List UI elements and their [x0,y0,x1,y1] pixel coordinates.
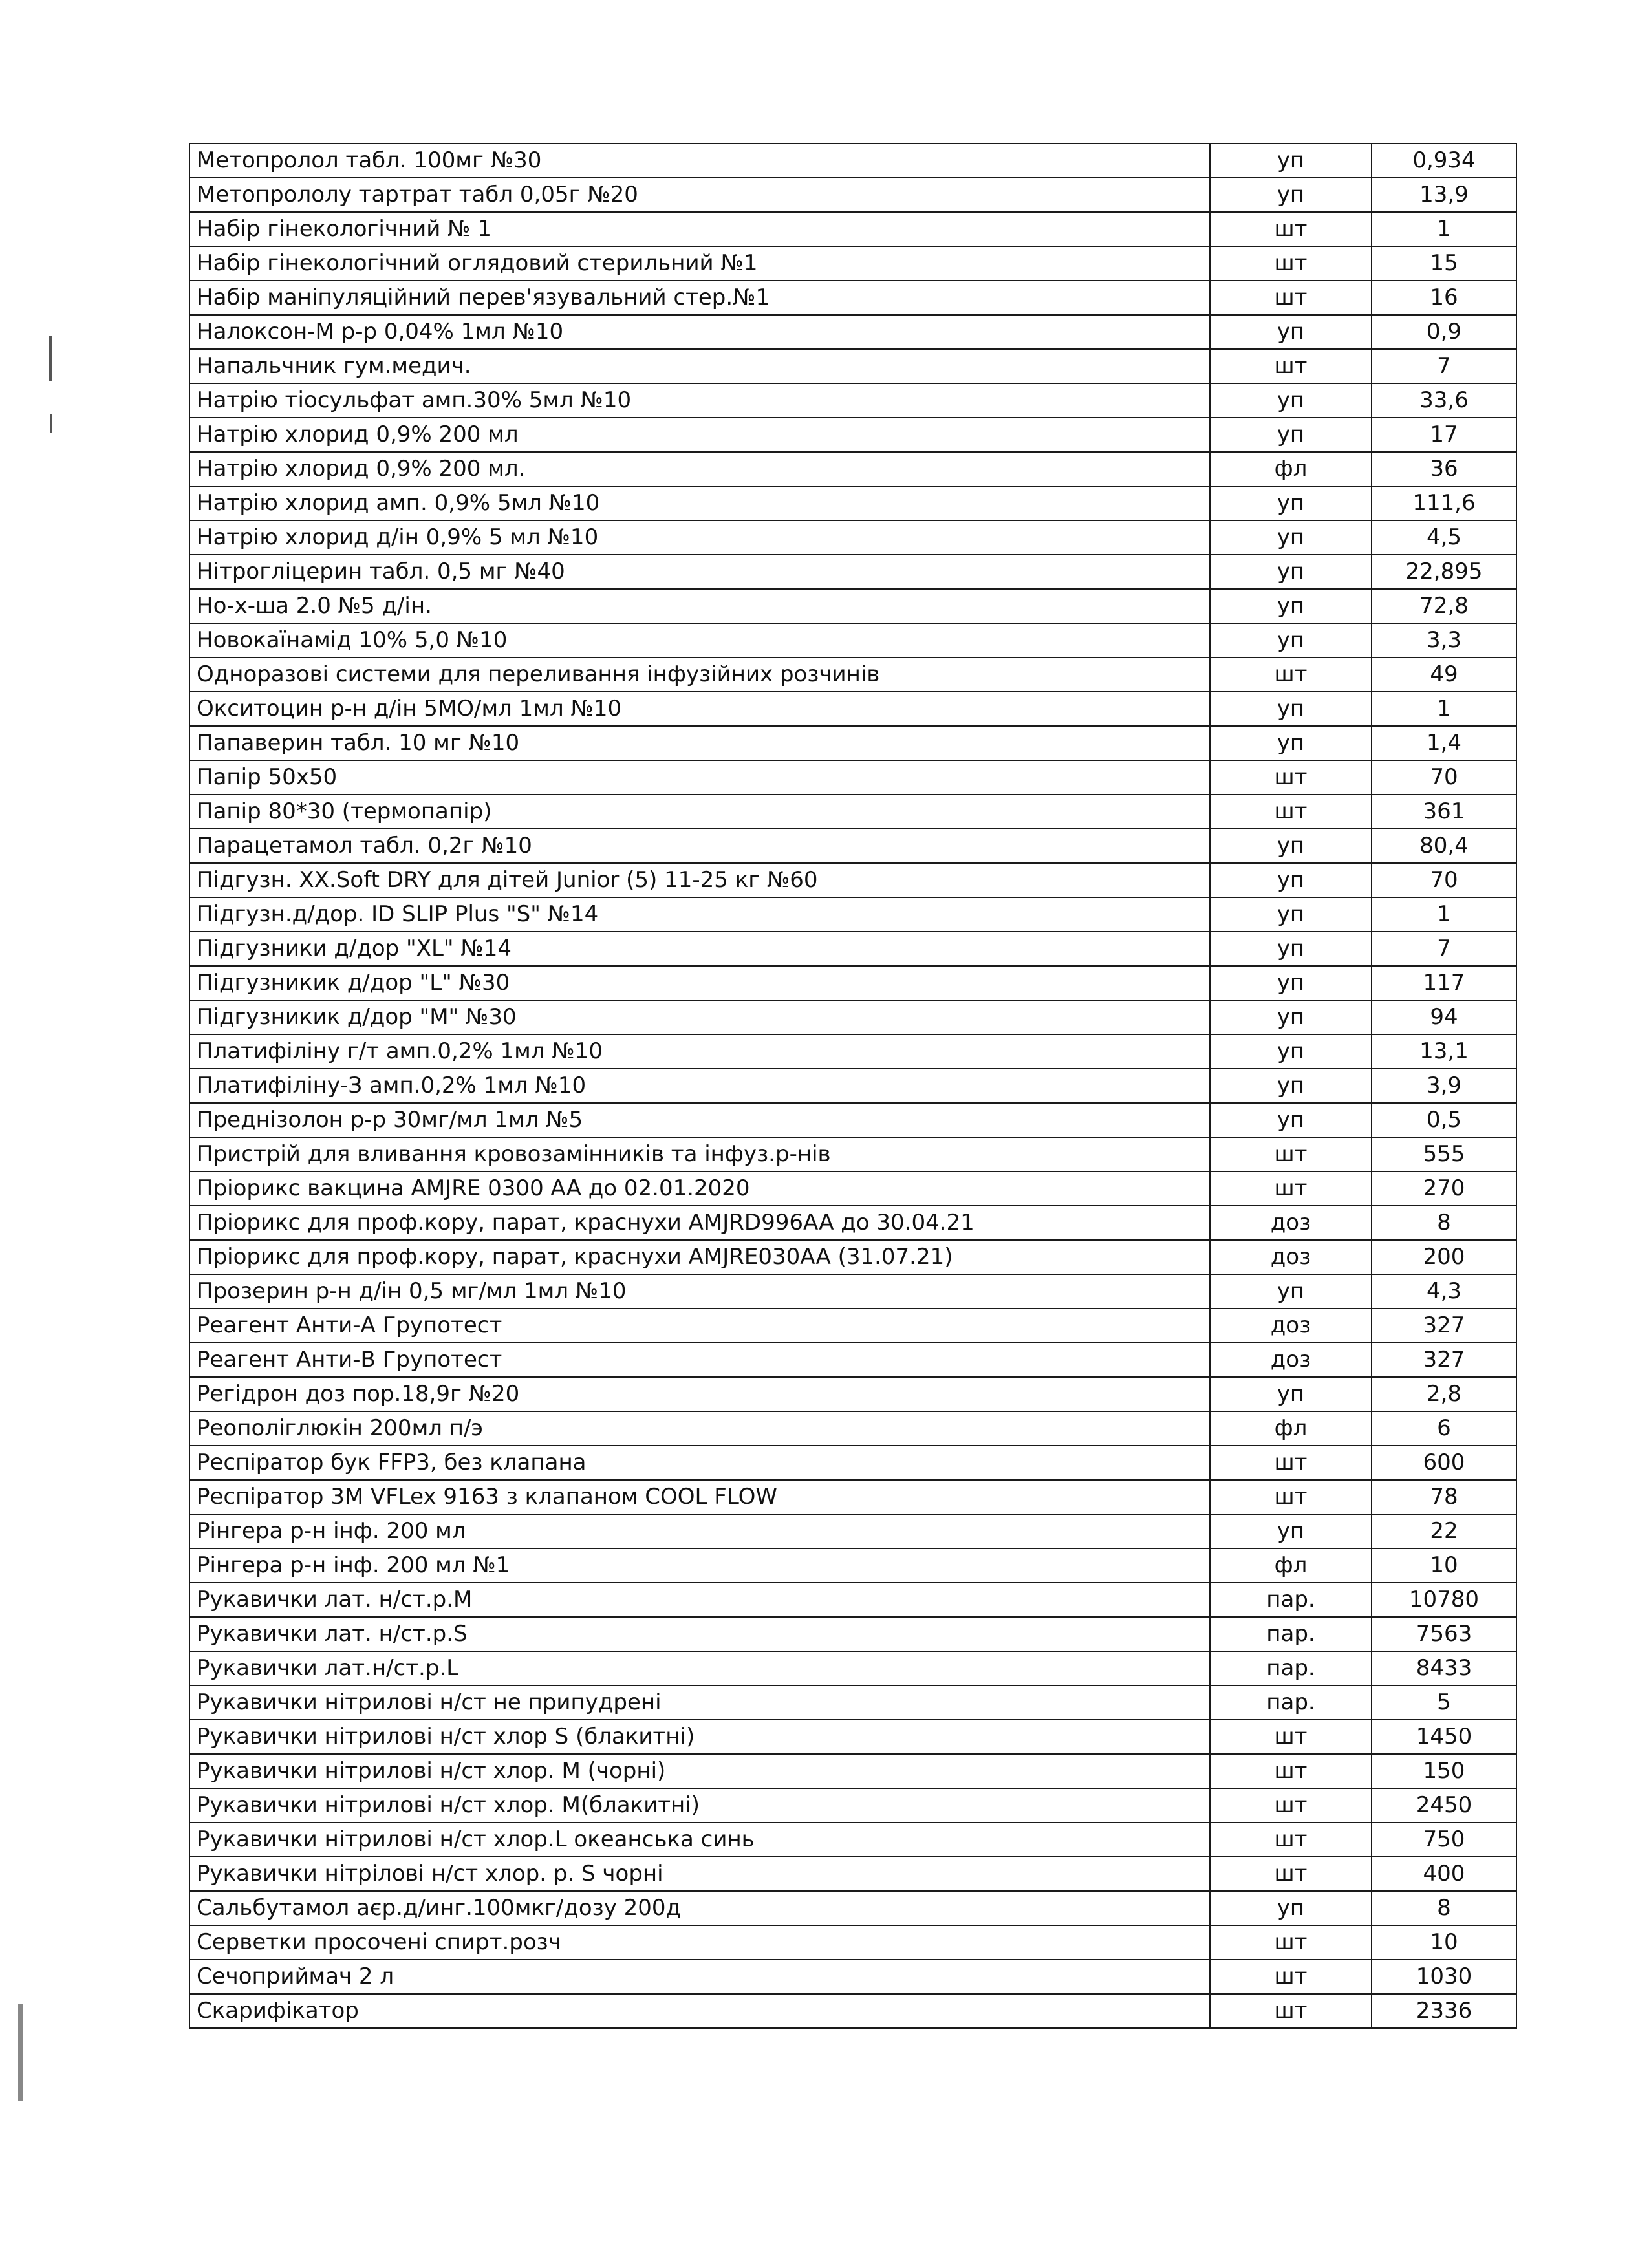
unit-cell: фл [1210,1548,1372,1583]
quantity-cell: 36 [1372,452,1516,486]
scan-artifact [50,414,52,433]
item-name-cell: Реагент Анти-В Групотест [189,1343,1210,1377]
item-name-cell: Підгузникик д/дор "L" №30 [189,966,1210,1000]
item-name-cell: Напальчник гум.медич. [189,349,1210,383]
unit-cell: уп [1210,829,1372,863]
unit-cell: уп [1210,315,1372,349]
unit-cell: шт [1210,1857,1372,1891]
unit-cell: шт [1210,1960,1372,1994]
quantity-cell: 22,895 [1372,555,1516,589]
unit-cell: пар. [1210,1583,1372,1617]
table-row [189,1548,1516,1583]
item-name-cell: Рукавички нітрилові н/ст хлор S (блакитні) [189,1720,1210,1754]
table-row [189,1823,1516,1857]
quantity-cell: 10780 [1372,1583,1516,1617]
quantity-cell: 4,5 [1372,520,1516,555]
unit-cell: шт [1210,1137,1372,1171]
quantity-cell: 400 [1372,1857,1516,1891]
quantity-cell: 5 [1372,1685,1516,1720]
item-name-cell: Підгузникик д/дор "M" №30 [189,1000,1210,1034]
item-name-cell: Но-х-ша 2.0 №5 д/ін. [189,589,1210,623]
unit-cell: шт [1210,1823,1372,1857]
unit-cell: уп [1210,1103,1372,1137]
quantity-cell: 200 [1372,1240,1516,1274]
unit-cell: уп [1210,692,1372,726]
unit-cell: уп [1210,144,1372,178]
table-row [189,623,1516,658]
scan-artifact [49,336,52,381]
unit-cell: уп [1210,418,1372,452]
quantity-cell: 16 [1372,281,1516,315]
item-name-cell: Метопролол табл. 100мг №30 [189,144,1210,178]
table-row [189,520,1516,555]
item-name-cell: Натрію хлорид д/ін 0,9% 5 мл №10 [189,520,1210,555]
inventory-table [189,143,1517,2029]
item-name-cell: Нітрогліцерин табл. 0,5 мг №40 [189,555,1210,589]
table-row [189,555,1516,589]
table-row [189,452,1516,486]
item-name-cell: Рукавички нітрилові н/ст хлор. M(блакитні) [189,1788,1210,1823]
table-row [189,1720,1516,1754]
unit-cell: шт [1210,281,1372,315]
unit-cell: доз [1210,1240,1372,1274]
item-name-cell: Натрію хлорид амп. 0,9% 5мл №10 [189,486,1210,520]
quantity-cell: 17 [1372,418,1516,452]
table-row [189,1137,1516,1171]
item-name-cell: Набір гінекологічний № 1 [189,212,1210,246]
quantity-cell: 22 [1372,1514,1516,1548]
item-name-cell: Окситоцин р-н д/ін 5МО/мл 1мл №10 [189,692,1210,726]
item-name-cell: Рінгера р-н інф. 200 мл [189,1514,1210,1548]
item-name-cell: Пріорикс вакцина AMJRE 0300 AA до 02.01.2020 [189,1171,1210,1206]
unit-cell: доз [1210,1309,1372,1343]
unit-cell: уп [1210,1891,1372,1925]
table-row [189,178,1516,212]
unit-cell: уп [1210,555,1372,589]
item-name-cell: Натрію хлорид 0,9% 200 мл. [189,452,1210,486]
table-row [189,1960,1516,1994]
table-row [189,760,1516,795]
item-name-cell: Підгузн. XX.Soft DRY для дітей Junior (5) 11-25 кг №60 [189,863,1210,897]
quantity-cell: 150 [1372,1754,1516,1788]
unit-cell: шт [1210,658,1372,692]
unit-cell: шт [1210,1480,1372,1514]
item-name-cell: Папаверин табл. 10 мг №10 [189,726,1210,760]
quantity-cell: 70 [1372,760,1516,795]
item-name-cell: Сечоприймач 2 л [189,1960,1210,1994]
table-row [189,726,1516,760]
quantity-cell: 0,934 [1372,144,1516,178]
quantity-cell: 2,8 [1372,1377,1516,1411]
quantity-cell: 78 [1372,1480,1516,1514]
unit-cell: уп [1210,486,1372,520]
quantity-cell: 1030 [1372,1960,1516,1994]
quantity-cell: 8433 [1372,1651,1516,1685]
item-name-cell: Рукавички нітрилові н/ст хлор. M (чорні) [189,1754,1210,1788]
table-row [189,863,1516,897]
item-name-cell: Папір 80*30 (термопапір) [189,795,1210,829]
unit-cell: шт [1210,349,1372,383]
table-row [189,1446,1516,1480]
item-name-cell: Прозерин р-н д/ін 0,5 мг/мл 1мл №10 [189,1274,1210,1309]
item-name-cell: Набір гінекологічний оглядовий стерильний №1 [189,246,1210,281]
table-row [189,1617,1516,1651]
table-row [189,1754,1516,1788]
item-name-cell: Регідрон доз пор.18,9г №20 [189,1377,1210,1411]
quantity-cell: 70 [1372,863,1516,897]
item-name-cell: Пристрій для вливання кровозамінників та інфуз.р-нів [189,1137,1210,1171]
quantity-cell: 49 [1372,658,1516,692]
item-name-cell: Одноразові системи для переливання інфузійних розчинів [189,658,1210,692]
unit-cell: шт [1210,1754,1372,1788]
item-name-cell: Набір маніпуляційний перев'язувальний стер.№1 [189,281,1210,315]
item-name-cell: Рінгера р-н інф. 200 мл №1 [189,1548,1210,1583]
unit-cell: шт [1210,1171,1372,1206]
quantity-cell: 8 [1372,1206,1516,1240]
quantity-cell: 4,3 [1372,1274,1516,1309]
quantity-cell: 7 [1372,932,1516,966]
table-row [189,246,1516,281]
unit-cell: шт [1210,1788,1372,1823]
table-row [189,1788,1516,1823]
table-row [189,829,1516,863]
quantity-cell: 10 [1372,1925,1516,1960]
table-row [189,1069,1516,1103]
table-row [189,1274,1516,1309]
unit-cell: уп [1210,1000,1372,1034]
table-row [189,1994,1516,2028]
table-row [189,144,1516,178]
quantity-cell: 0,9 [1372,315,1516,349]
item-name-cell: Пріорикс для проф.кору, парат, краснухи AMJRD996AA до 30.04.21 [189,1206,1210,1240]
unit-cell: уп [1210,863,1372,897]
table-row [189,212,1516,246]
unit-cell: уп [1210,623,1372,658]
unit-cell: уп [1210,1069,1372,1103]
table-row [189,1685,1516,1720]
table-row [189,1891,1516,1925]
table-row [189,1034,1516,1069]
unit-cell: доз [1210,1206,1372,1240]
table-row [189,692,1516,726]
quantity-cell: 2450 [1372,1788,1516,1823]
unit-cell: доз [1210,1343,1372,1377]
unit-cell: уп [1210,932,1372,966]
unit-cell: пар. [1210,1617,1372,1651]
quantity-cell: 7563 [1372,1617,1516,1651]
item-name-cell: Метопрололу тартрат табл 0,05г №20 [189,178,1210,212]
quantity-cell: 327 [1372,1309,1516,1343]
item-name-cell: Натрію тіосульфат амп.30% 5мл №10 [189,383,1210,418]
quantity-cell: 600 [1372,1446,1516,1480]
item-name-cell: Парацетамол табл. 0,2г №10 [189,829,1210,863]
unit-cell: уп [1210,1034,1372,1069]
quantity-cell: 1 [1372,692,1516,726]
quantity-cell: 111,6 [1372,486,1516,520]
quantity-cell: 2336 [1372,1994,1516,2028]
quantity-cell: 1 [1372,212,1516,246]
scan-artifact [18,2004,23,2101]
item-name-cell: Сальбутамол аєр.д/инг.100мкг/дозу 200д [189,1891,1210,1925]
quantity-cell: 3,9 [1372,1069,1516,1103]
table-row [189,1925,1516,1960]
unit-cell: шт [1210,1925,1372,1960]
unit-cell: уп [1210,1377,1372,1411]
table-row [189,383,1516,418]
unit-cell: шт [1210,1446,1372,1480]
quantity-cell: 7 [1372,349,1516,383]
item-name-cell: Респіратор 3M VFLex 9163 з клапаном COOL FLOW [189,1480,1210,1514]
unit-cell: шт [1210,1994,1372,2028]
table-row [189,589,1516,623]
unit-cell: уп [1210,383,1372,418]
quantity-cell: 327 [1372,1343,1516,1377]
unit-cell: фл [1210,452,1372,486]
table-row [189,315,1516,349]
item-name-cell: Преднізолон р-р 30мг/мл 1мл №5 [189,1103,1210,1137]
table-row [189,658,1516,692]
table-row [189,897,1516,932]
quantity-cell: 1,4 [1372,726,1516,760]
quantity-cell: 1 [1372,897,1516,932]
unit-cell: шт [1210,246,1372,281]
item-name-cell: Рукавички лат. н/ст.р.M [189,1583,1210,1617]
table-row [189,1309,1516,1343]
quantity-cell: 555 [1372,1137,1516,1171]
table-row [189,1857,1516,1891]
item-name-cell: Платифіліну-З амп.0,2% 1мл №10 [189,1069,1210,1103]
quantity-cell: 94 [1372,1000,1516,1034]
quantity-cell: 33,6 [1372,383,1516,418]
quantity-cell: 72,8 [1372,589,1516,623]
quantity-cell: 15 [1372,246,1516,281]
item-name-cell: Новокаїнамід 10% 5,0 №10 [189,623,1210,658]
unit-cell: уп [1210,1514,1372,1548]
quantity-cell: 361 [1372,795,1516,829]
unit-cell: уп [1210,520,1372,555]
item-name-cell: Скарифікатор [189,1994,1210,2028]
item-name-cell: Рукавички лат. н/ст.р.S [189,1617,1210,1651]
quantity-cell: 8 [1372,1891,1516,1925]
quantity-cell: 10 [1372,1548,1516,1583]
table-row [189,349,1516,383]
item-name-cell: Платифіліну г/т амп.0,2% 1мл №10 [189,1034,1210,1069]
table-row [189,1480,1516,1514]
table-row [189,1343,1516,1377]
unit-cell: пар. [1210,1651,1372,1685]
item-name-cell: Рукавички нітрилові н/ст хлор.L океанська синь [189,1823,1210,1857]
unit-cell: уп [1210,1274,1372,1309]
unit-cell: уп [1210,966,1372,1000]
unit-cell: шт [1210,212,1372,246]
quantity-cell: 13,1 [1372,1034,1516,1069]
quantity-cell: 3,3 [1372,623,1516,658]
unit-cell: уп [1210,726,1372,760]
item-name-cell: Пріорикс для проф.кору, парат, краснухи AMJRE030AA (31.07.21) [189,1240,1210,1274]
quantity-cell: 117 [1372,966,1516,1000]
table-row [189,1411,1516,1446]
table-row [189,1240,1516,1274]
unit-cell: шт [1210,760,1372,795]
quantity-cell: 270 [1372,1171,1516,1206]
quantity-cell: 13,9 [1372,178,1516,212]
item-name-cell: Налоксон-М р-р 0,04% 1мл №10 [189,315,1210,349]
table-row [189,795,1516,829]
table-row [189,1103,1516,1137]
unit-cell: уп [1210,178,1372,212]
table-row [189,486,1516,520]
unit-cell: уп [1210,589,1372,623]
item-name-cell: Натрію хлорид 0,9% 200 мл [189,418,1210,452]
unit-cell: шт [1210,1720,1372,1754]
quantity-cell: 750 [1372,1823,1516,1857]
item-name-cell: Реополіглюкін 200мл п/э [189,1411,1210,1446]
table-row [189,418,1516,452]
item-name-cell: Рукавички нітрилові н/ст не припудрені [189,1685,1210,1720]
table-row [189,1583,1516,1617]
unit-cell: фл [1210,1411,1372,1446]
item-name-cell: Серветки просочені спирт.розч [189,1925,1210,1960]
quantity-cell: 6 [1372,1411,1516,1446]
table-row [189,1514,1516,1548]
quantity-cell: 0,5 [1372,1103,1516,1137]
table-row [189,1000,1516,1034]
unit-cell: пар. [1210,1685,1372,1720]
unit-cell: шт [1210,795,1372,829]
quantity-cell: 80,4 [1372,829,1516,863]
unit-cell: уп [1210,897,1372,932]
quantity-cell: 1450 [1372,1720,1516,1754]
table-row [189,1206,1516,1240]
item-name-cell: Рукавички нітрілові н/ст хлор. р. S чорні [189,1857,1210,1891]
item-name-cell: Папір 50х50 [189,760,1210,795]
item-name-cell: Підгузн.д/дор. ID SLIP Plus "S" №14 [189,897,1210,932]
table-row [189,281,1516,315]
table-row [189,1377,1516,1411]
table-body [189,144,1516,2028]
table-row [189,1171,1516,1206]
item-name-cell: Реагент Анти-А Групотест [189,1309,1210,1343]
table-row [189,1651,1516,1685]
table-row [189,966,1516,1000]
item-name-cell: Рукавички лат.н/ст.р.L [189,1651,1210,1685]
table-row [189,932,1516,966]
item-name-cell: Респіратор бук FFP3, без клапана [189,1446,1210,1480]
item-name-cell: Підгузники д/дор "XL" №14 [189,932,1210,966]
